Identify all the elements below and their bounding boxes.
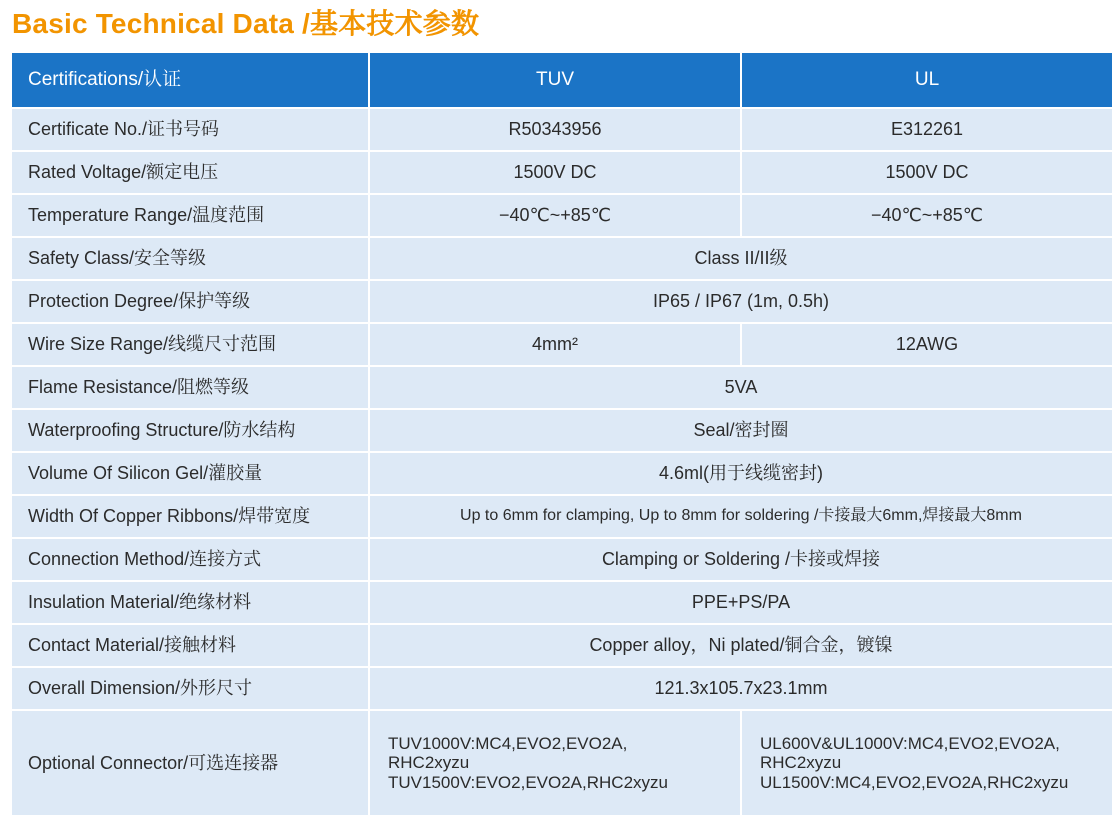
wire-tuv: 4mm² — [370, 324, 740, 365]
row-label-silicon: Volume Of Silicon Gel/灌胶量 — [12, 453, 368, 494]
optional-ul-line1: UL600V&UL1000V:MC4,EVO2,EVO2A, — [760, 733, 1060, 753]
contact-value: Copper alloy，Ni plated/铜合金，镀镍 — [370, 625, 1112, 666]
row-label-protection: Protection Degree/保护等级 — [12, 281, 368, 322]
technical-data-table — [12, 53, 1112, 815]
optional-tuv-line1: TUV1000V:MC4,EVO2,EVO2A, — [388, 733, 628, 753]
header-certifications: Certifications/认证 — [12, 53, 368, 107]
optional-ul — [742, 711, 1112, 815]
optional-ul-line3: UL1500V:MC4,EVO2,EVO2A,RHC2xyzu — [760, 772, 1069, 792]
header-ul: UL — [742, 53, 1112, 107]
flame-value: 5VA — [370, 367, 1112, 408]
row-label-temperature: Temperature Range/温度范围 — [12, 195, 368, 236]
row-label-safety: Safety Class/安全等级 — [12, 238, 368, 279]
certificate-ul: E312261 — [742, 109, 1112, 150]
protection-value: IP65 / IP67 (1m, 0.5h) — [370, 281, 1112, 322]
voltage-tuv: 1500V DC — [370, 152, 740, 193]
optional-tuv-line3: TUV1500V:EVO2,EVO2A,RHC2xyzu — [388, 772, 668, 792]
insulation-value: PPE+PS/PA — [370, 582, 1112, 623]
dimension-value: 121.3x105.7x23.1mm — [370, 668, 1112, 709]
connection-value: Clamping or Soldering /卡接或焊接 — [370, 539, 1112, 580]
row-label-certificate: Certificate No./证书号码 — [12, 109, 368, 150]
voltage-ul: 1500V DC — [742, 152, 1112, 193]
ribbon-value: Up to 6mm for clamping, Up to 8mm for soldering /卡接最大6mm,焊接最大8mm — [370, 496, 1112, 537]
row-label-connection: Connection Method/连接方式 — [12, 539, 368, 580]
temperature-tuv: −40℃~+85℃ — [370, 195, 740, 236]
row-label-waterproof: Waterproofing Structure/防水结构 — [12, 410, 368, 451]
header-tuv: TUV — [370, 53, 740, 107]
optional-ul-line2: RHC2xyzu — [760, 753, 842, 773]
row-label-flame: Flame Resistance/阻燃等级 — [12, 367, 368, 408]
row-label-ribbon: Width Of Copper Ribbons/焊带宽度 — [12, 496, 368, 537]
certificate-tuv: R50343956 — [370, 109, 740, 150]
row-label-wire: Wire Size Range/线缆尺寸范围 — [12, 324, 368, 365]
row-label-dimension: Overall Dimension/外形尺寸 — [12, 668, 368, 709]
page-title: Basic Technical Data /基本技术参数 — [12, 8, 480, 39]
row-label-optional: Optional Connector/可选连接器 — [12, 711, 368, 815]
optional-tuv-line2: RHC2xyzu — [388, 753, 470, 773]
silicon-value: 4.6ml(用于线缆密封) — [370, 453, 1112, 494]
waterproof-value: Seal/密封圈 — [370, 410, 1112, 451]
row-label-insulation: Insulation Material/绝缘材料 — [12, 582, 368, 623]
row-label-contact: Contact Material/接触材料 — [12, 625, 368, 666]
temperature-ul: −40℃~+85℃ — [742, 195, 1112, 236]
row-label-voltage: Rated Voltage/额定电压 — [12, 152, 368, 193]
wire-ul: 12AWG — [742, 324, 1112, 365]
safety-value: Class II/II级 — [370, 238, 1112, 279]
optional-tuv — [370, 711, 740, 815]
